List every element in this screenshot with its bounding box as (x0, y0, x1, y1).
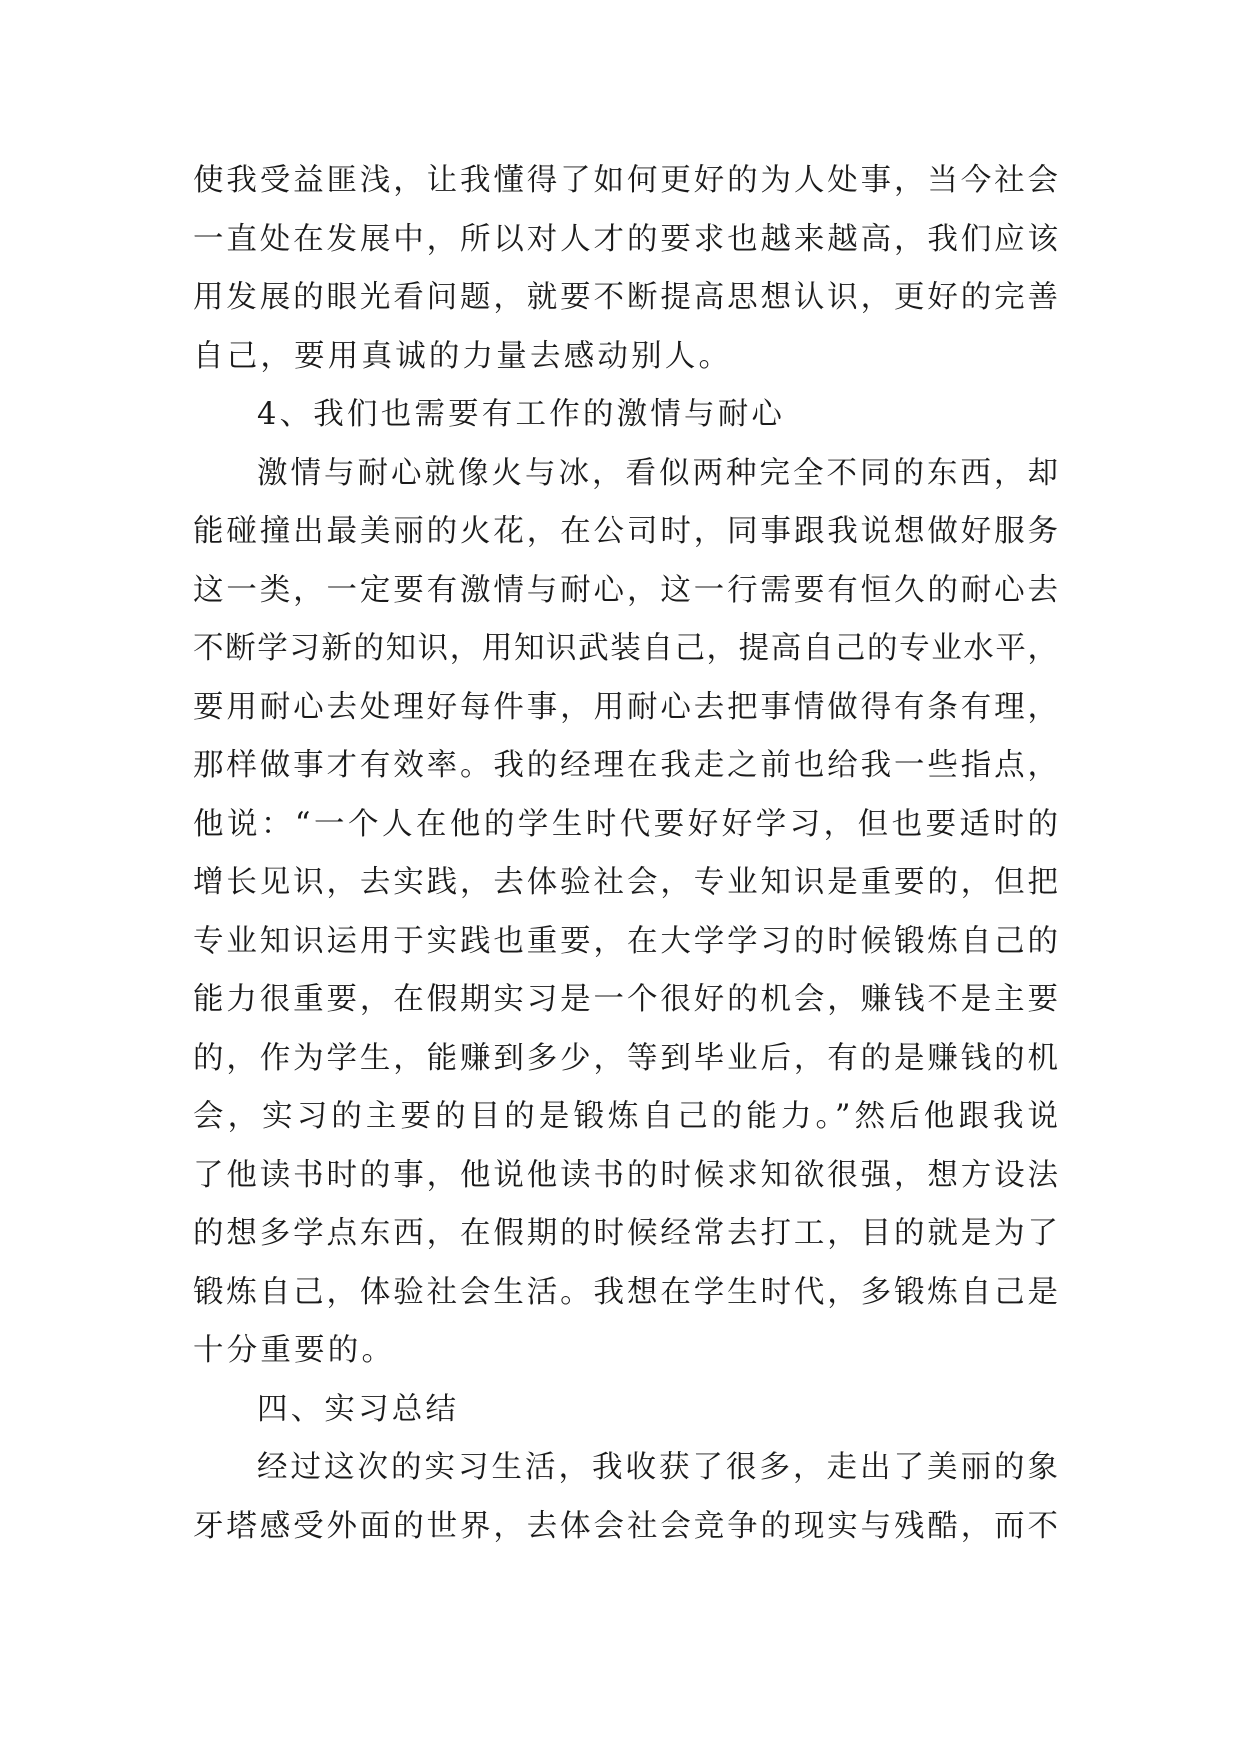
body-text-line: 增长见识，去实践，去体验社会，专业知识是重要的，但把 (193, 865, 1058, 900)
body-text-line: 使我受益匪浅，让我懂得了如何更好的为人处事，当今社会 (193, 163, 1058, 198)
paragraph-first-line: 经过这次的实习生活，我收获了很多，走出了美丽的象 (257, 1450, 1058, 1485)
body-text-line: 的，作为学生，能赚到多少，等到毕业后，有的是赚钱的机 (193, 1040, 1058, 1076)
body-text-line: 他说：“一个人在他的学生时代要好好学习，但也要适时的 (193, 806, 1058, 842)
body-text-line: 会，实习的主要的目的是锻炼自己的能力。”然后他跟我说 (193, 1099, 1058, 1134)
body-text-line: 了他读书时的事，他说他读书的时候求知欲很强，想方设法 (193, 1157, 1058, 1193)
body-text-line: 不断学习新的知识，用知识武装自己，提高自己的专业水平， (193, 631, 1058, 666)
body-text-line: 专业知识运用于实践也重要，在大学学习的时候锻炼自己的 (193, 923, 1058, 959)
paragraph-first-line: 激情与耐心就像火与冰，看似两种完全不同的东西，却 (257, 455, 1058, 491)
document-body (193, 152, 1058, 1556)
body-text-line: 这一类，一定要有激情与耐心，这一行需要有恒久的耐心去 (193, 572, 1058, 608)
body-text-line: 十分重要的。 (193, 1333, 396, 1368)
body-text-line: 一直处在发展中，所以对人才的要求也越来越高，我们应该 (193, 221, 1058, 257)
section-heading: 4、我们也需要有工作的激情与耐心 (257, 397, 786, 432)
body-text-line: 的想多学点东西，在假期的时候经常去打工，目的就是为了 (193, 1216, 1058, 1251)
section-heading: 四、实习总结 (257, 1391, 460, 1427)
body-text-line: 用发展的眼光看问题，就要不断提高思想认识，更好的完善 (193, 280, 1058, 315)
body-text-line: 牙塔感受外面的世界，去体会社会竞争的现实与残酷，而不 (193, 1508, 1058, 1544)
body-text-line: 要用耐心去处理好每件事，用耐心去把事情做得有条有理， (193, 689, 1058, 725)
body-text-line: 能力很重要，在假期实习是一个很好的机会，赚钱不是主要 (193, 982, 1058, 1017)
body-text-line: 自己，要用真诚的力量去感动别人。 (193, 338, 733, 374)
body-text-line: 锻炼自己，体验社会生活。我想在学生时代，多锻炼自己是 (193, 1274, 1058, 1310)
body-text-line: 那样做事才有效率。我的经理在我走之前也给我一些指点， (193, 748, 1058, 783)
body-text-line: 能碰撞出最美丽的火花，在公司时，同事跟我说想做好服务 (193, 514, 1058, 549)
